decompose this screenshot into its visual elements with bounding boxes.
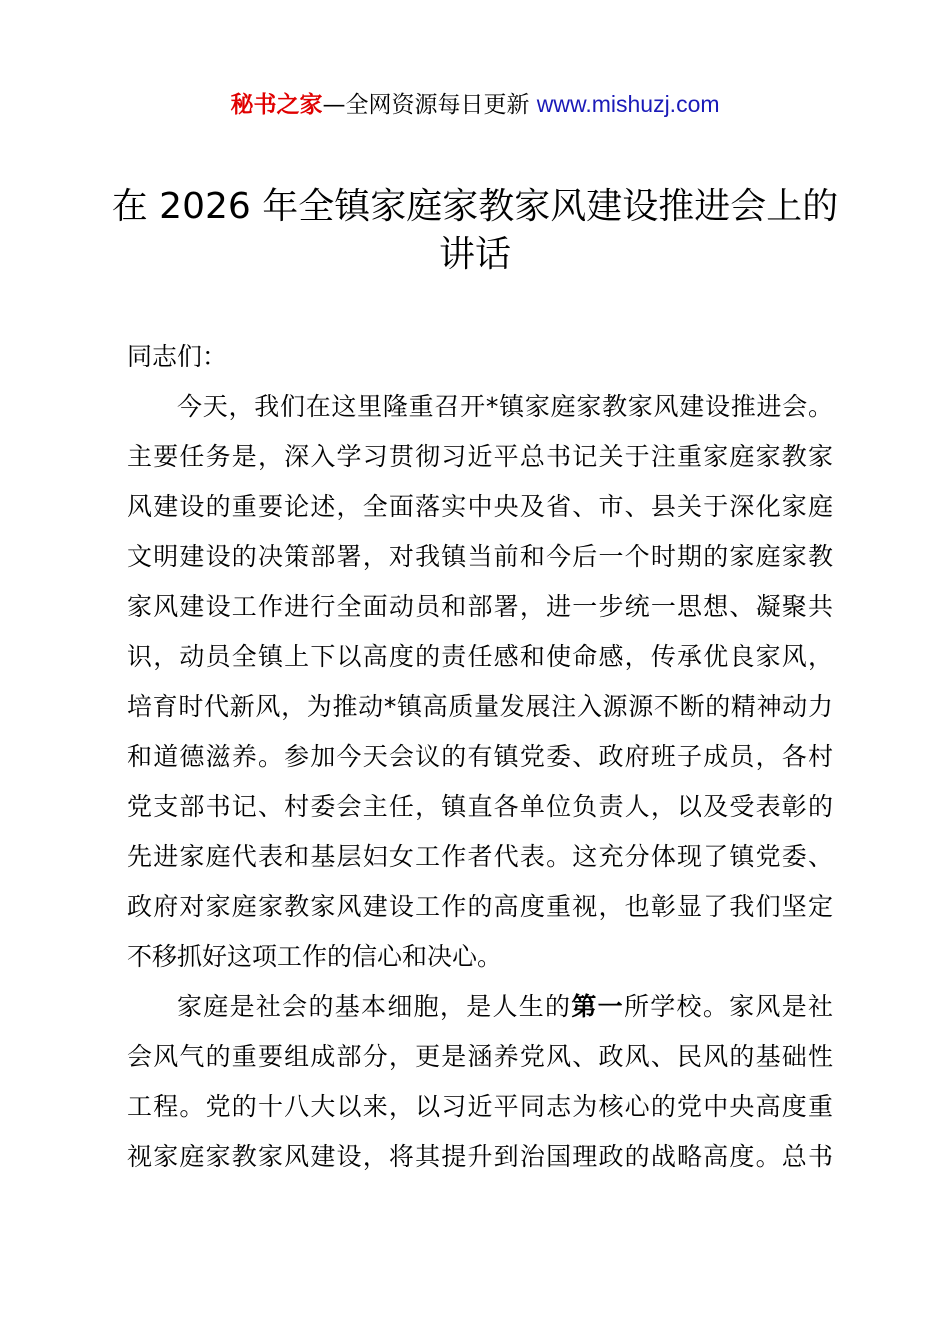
site-url-link[interactable]: www.mishuzj.com — [536, 91, 720, 117]
paragraph-2-text: 家庭是社会的基本细胞，是人生的 — [177, 992, 572, 1021]
paragraph-1-line: 政府对家庭家教家风建设工作的高度重视，也彰显了我们坚定 — [127, 892, 833, 921]
paragraph-1-line: 家风建设工作进行全面动员和部署，进一步统一思想、凝聚共 — [127, 592, 833, 621]
salutation: 同志们： — [127, 342, 228, 371]
site-header — [0, 86, 950, 123]
title-line-1: 在 2026 年全镇家庭家教家风建设推进会上的 — [111, 186, 839, 227]
paragraph-1-line: 培育时代新风，为推动*镇高质量发展注入源源不断的精神动力 — [127, 692, 833, 721]
title-line-2: 讲话 — [438, 234, 511, 275]
paragraph-1-line: 文明建设的决策部署，对我镇当前和今后一个时期的家庭家教 — [127, 542, 833, 571]
paragraph-2-line: 工程。党的十八大以来，以习近平同志为核心的党中央高度重 — [127, 1092, 833, 1121]
paragraph-1-line: 和道德滋养。参加今天会议的有镇党委、政府班子成员，各村 — [127, 742, 833, 771]
paragraph-1-line: 识，动员全镇上下以高度的责任感和使命感，传承优良家风， — [127, 642, 833, 671]
paragraph-2-first-line — [127, 982, 833, 1032]
paragraph-1-line: 先进家庭代表和基层妇女工作者代表。这充分体现了镇党委、 — [127, 842, 833, 871]
brand-name: 秘书之家 — [230, 92, 323, 118]
paragraph-1-line: 党支部书记、村委会主任，镇直各单位负责人，以及受表彰的 — [127, 792, 833, 821]
paragraph-1-line: 今天，我们在这里隆重召开*镇家庭家教家风建设推进会。 — [177, 392, 833, 421]
document-title — [110, 183, 840, 279]
header-tagline: —全网资源每日更新 — [322, 92, 537, 118]
document-body — [127, 332, 833, 1182]
paragraph-2-line: 视家庭家教家风建设，将其提升到治国理政的战略高度。总书 — [127, 1142, 833, 1171]
emphasis-text: 第一 — [571, 992, 624, 1021]
paragraph-2-line: 会风气的重要组成部分，更是涵养党风、政风、民风的基础性 — [127, 1042, 833, 1071]
paragraph-1-line: 主要任务是，深入学习贯彻习近平总书记关于注重家庭家教家 — [127, 442, 833, 471]
paragraph-1-line: 不移抓好这项工作的信心和决心。 — [127, 942, 503, 971]
paragraph-2-text: 所学校。家风是社 — [623, 992, 833, 1021]
paragraph-1-line: 风建设的重要论述，全面落实中央及省、市、县关于深化家庭 — [127, 492, 833, 521]
